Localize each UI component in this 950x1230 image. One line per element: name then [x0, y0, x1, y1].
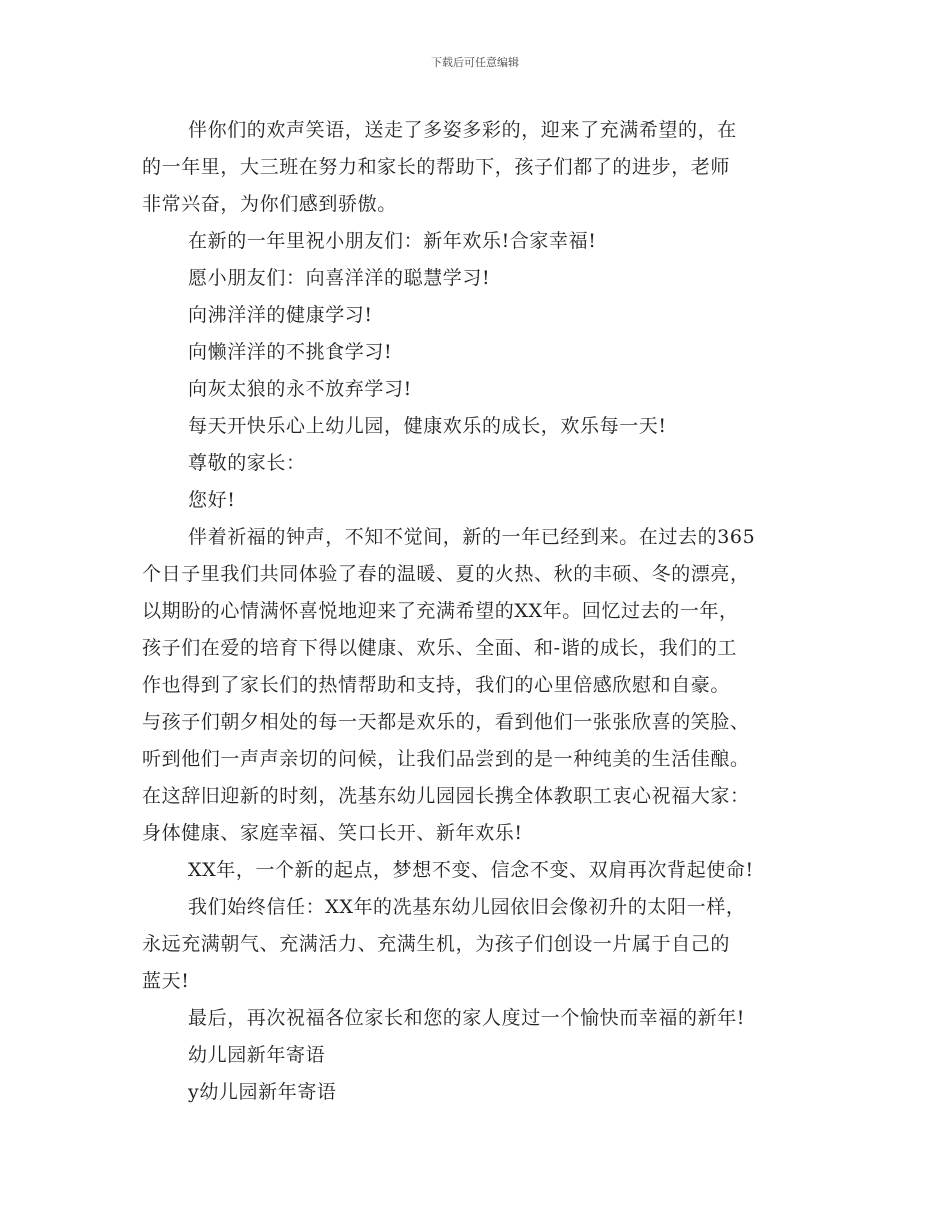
text-line: 向懒洋洋的不挑食学习!	[188, 341, 393, 363]
paragraph	[142, 112, 812, 223]
paragraph	[142, 223, 812, 260]
text-line: 愿小朋友们：向喜洋洋的聪慧学习!	[188, 267, 491, 289]
text-line: 与孩子们朝夕相处的每一天都是欢乐的，看到他们一张张欣喜的笑脸、	[142, 711, 750, 733]
text-line: 伴着祈福的钟声，不知不觉间，新的一年已经到来。在过去的365	[188, 526, 756, 548]
text-line: 在这辞旧迎新的时刻，冼基东幼儿园园长携全体教职工衷心祝福大家：	[142, 785, 750, 807]
paragraph	[142, 852, 812, 889]
paragraph	[142, 482, 812, 519]
text-line: 最后，再次祝福各位家长和您的家人度过一个愉快而幸福的新年!	[188, 1007, 746, 1029]
paragraph	[142, 408, 812, 445]
text-line: 伴你们的欢声笑语，送走了多姿多彩的，迎来了充满希望的，在	[188, 119, 737, 141]
text-line: 永远充满朝气、充满活力、充满生机，为孩子们创设一片属于自己的	[142, 933, 731, 955]
paragraph	[142, 297, 812, 334]
paragraph	[142, 334, 812, 371]
page-header-note: 下载后可任意编辑	[431, 56, 519, 69]
paragraph	[142, 1037, 812, 1074]
text-line: y幼儿园新年寄语	[188, 1081, 337, 1103]
text-line: 尊敬的家长：	[188, 452, 306, 474]
text-line: 个日子里我们共同体验了春的温暖、夏的火热、秋的丰硕、冬的漂亮，	[142, 563, 750, 585]
text-line: 向沸洋洋的健康学习!	[188, 304, 373, 326]
text-line: 非常兴奋，为你们感到骄傲。	[142, 193, 397, 215]
text-line: 听到他们一声声亲切的问候，让我们品尝到的是一种纯美的生活佳酿。	[142, 748, 750, 770]
paragraph	[142, 1000, 812, 1037]
text-line: 身体健康、家庭幸福、笑口长开、新年欢乐!	[142, 822, 523, 844]
text-line: 以期盼的心情满怀喜悦地迎来了充满希望的XX年。回忆过去的一年，	[142, 600, 739, 622]
text-line: 蓝天!	[142, 970, 190, 992]
text-line: 我们始终信任：XX年的冼基东幼儿园依旧会像初升的太阳一样，	[188, 896, 746, 918]
text-line: 幼儿园新年寄语	[188, 1044, 326, 1066]
text-line: 您好!	[188, 489, 236, 511]
text-line: XX年，一个新的起点，梦想不变、信念不变、双肩再次背起使命!	[188, 859, 754, 881]
document-body	[142, 112, 812, 1111]
text-line: 的一年里，大三班在努力和家长的帮助下，孩子们都了的进步，老师	[142, 156, 731, 178]
text-line: 作也得到了家长们的热情帮助和支持，我们的心里倍感欣慰和自豪。	[142, 674, 731, 696]
paragraph	[142, 519, 812, 852]
paragraph	[142, 889, 812, 1000]
paragraph	[142, 1074, 812, 1111]
text-line: 在新的一年里祝小朋友们：新年欢乐!合家幸福!	[188, 230, 597, 252]
paragraph	[142, 371, 812, 408]
text-line: 每天开快乐心上幼儿园，健康欢乐的成长，欢乐每一天!	[188, 415, 667, 437]
paragraph	[142, 260, 812, 297]
text-line: 孩子们在爱的培育下得以健康、欢乐、全面、和-谐的成长，我们的工	[142, 637, 738, 659]
paragraph	[142, 445, 812, 482]
text-line: 向灰太狼的永不放弃学习!	[188, 378, 412, 400]
